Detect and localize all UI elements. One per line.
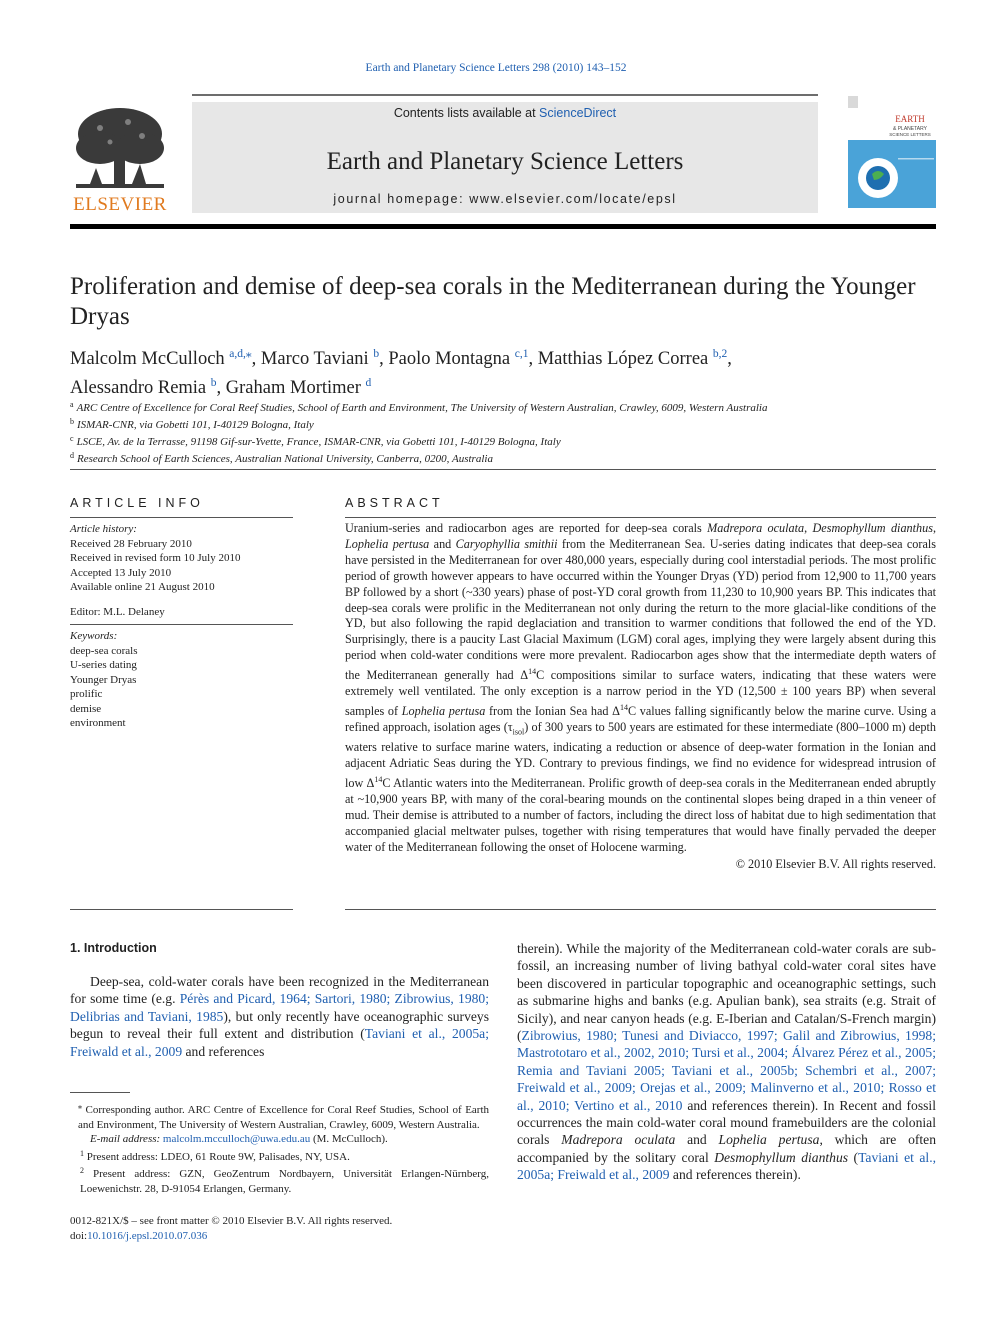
- body-column-left: [70, 940, 489, 1060]
- cover-title-3: SCIENCE LETTERS: [889, 132, 931, 137]
- abstract-heading: ABSTRACT: [345, 496, 444, 510]
- footnote-email: E-mail address: malcolm.mcculloch@uwa.edu.au (M. McCulloch).: [90, 1133, 388, 1145]
- keyword: demise: [70, 702, 102, 715]
- divider: [345, 909, 936, 910]
- article-history: [70, 518, 293, 624]
- author-affiliation-marker[interactable]: d: [365, 377, 372, 389]
- keywords-label: Keywords:: [70, 630, 118, 642]
- journal-citation[interactable]: Earth and Planetary Science Letters 298 (2010) 143–152: [365, 62, 627, 74]
- footnote-rule: [70, 1092, 130, 1093]
- divider: [70, 909, 293, 910]
- author-affiliation-marker[interactable]: b: [373, 348, 380, 360]
- publication-meta: [70, 1214, 489, 1243]
- affiliation-c: $^c$ LSCE, Av. de la Terrasse, 91198 Gif-sur-Yvette, France, ISMAR-CNR, via Gobetti 101, I-40129 Bologna, Italy: [70, 434, 561, 448]
- keyword: environment: [70, 717, 126, 729]
- keyword: U-series dating: [70, 659, 137, 671]
- abstract-copyright: © 2010 Elsevier B.V. All rights reserved.: [735, 856, 936, 871]
- sciencedirect-link[interactable]: ScienceDirect: [539, 106, 617, 120]
- affiliation-a: $^a$ ARC Centre of Excellence for Coral Reef Studies, School of Earth and Environment, The University of Western Australian, Crawley, 6009, Western Australia: [70, 400, 768, 414]
- keyword: Younger Dryas: [70, 673, 137, 686]
- history-item: Accepted 13 July 2010: [70, 566, 172, 579]
- article-title: Proliferation and demise of deep-sea corals in the Mediterranean during the Younger Dryas: [70, 273, 916, 330]
- author-affiliation-marker[interactable]: b,2: [712, 348, 728, 360]
- journal-cover-thumbnail: [848, 96, 936, 208]
- keyword: deep-sea corals: [70, 644, 138, 657]
- abstract-panel: [345, 496, 936, 872]
- issn-line: 0012-821X/$ – see front matter © 2010 Elsevier B.V. All rights reserved.: [70, 1215, 393, 1227]
- email-link[interactable]: malcolm.mcculloch@uwa.edu.au: [162, 1133, 311, 1145]
- journal-homepage[interactable]: journal homepage: www.elsevier.com/locate/epsl: [333, 192, 677, 206]
- abstract-text: Uranium-series and radiocarbon ages are reported for deep-sea corals Madrepora oculata, Desmophyllum dianthus, Lophelia pertusa and Caryophyllia smithii from the Mediterranean Sea. U-series dating indicates that deep-sea corals have persisted in the Mediterranean for over 480,000 years, especially during cool interstadial periods. The most prolific period of growth however appears to have occurred within the Younger Dryas (YD) period from 12,900 to 11,700 years BP followed by a short (~330 years) phase of post-YD coral growth from 11,230 to 10,900 years BP. This indicates that deep-sea corals were prolific in the Mediterranean not only during the return to the more glacial-like conditions of the YD, but also following the rapid deglaciation and transition to warmer conditions that followed the end of the YD. Surprisingly, there is a paucity Last Glacial Maximum (LGM) coral ages, implying they were largely absent during this period when cold-water conditions were more prevalent. Radiocarbon ages show that the intermediate depth waters of the Mediterranean generally had $\Delta^{14}C$ compositions similar to surface waters, indicating that these waters were extremely well ventilated. The only exception is a narrow period in the YD (12,500 ± 100 years BP) when several samples of Lophelia pertusa from the Ionian Sea had $\Delta^{14}C$ values falling significantly below the marine curve. Using a refined approach, isolation ages $(\tau_{isol})$ of 300 years to 500 years are estimated for these intermediate (800–1000 m) depth waters relative to surface marine waters, indicating a reduction or absence of deep-water formation in the Ionian and adjacent Adriatic Seas during the YD. Contrary to previous findings, we find no evidence for widespread intrusion of low $\Delta^{14}C$ Atlantic waters into the Mediterranean. Prolific growth of deep-sea corals in the Mediterranean ended abruptly at ~10,900 years BP, with many of the coral-bearing mounds on the continental slopes being draped in a thin veneer of mud. Their demise is attributed to a number of factors, including the direct loss of habitat due to high sedimentation that accompanied glacial meltwater pulses, together with rising temperatures that would have finally pervaded the deeper water of the Mediterranean following the onset of Holocene warming.: [345, 521, 937, 854]
- history-item: Available online 21 August 2010: [70, 581, 215, 593]
- elsevier-wordmark: ELSEVIER: [73, 194, 167, 215]
- article-info-heading: ARTICLE INFO: [70, 496, 204, 510]
- footnote-1: $^1$ Present address: LDEO, 61 Route 9W, Palisades, NY, USA.: [80, 1148, 350, 1163]
- affiliation-d: $^d$ Research School of Earth Sciences, Australian National University, Canberra, 0200, Australia: [70, 451, 493, 465]
- divider: [70, 469, 936, 470]
- doi-line: doi:10.1016/j.epsl.2010.07.036: [70, 1229, 208, 1242]
- reference-link[interactable]: Taviani et al., 2005a; Freiwald et al., 2009: [70, 1026, 489, 1059]
- keywords: [70, 625, 293, 736]
- doi-link[interactable]: 10.1016/j.epsl.2010.07.036: [87, 1229, 208, 1242]
- reference-link[interactable]: Taviani et al., 2005a; Freiwald et al., 2009: [517, 1149, 936, 1183]
- cover-title-1: EARTH: [895, 114, 925, 124]
- affiliations: [70, 398, 936, 466]
- affiliation-b: $^b$ ISMAR-CNR, via Gobetti 101, I-40129 Bologna, Italy: [70, 417, 314, 431]
- author: Matthias López Correa $^{b,2}$,: [537, 348, 732, 369]
- footnote-2: $^2$ Present address: GZN, GeoZentrum Nordbayern, Universität Erlangen-Nürnberg, Loewenichstr. 28, D-91054 Erlangen, Germany.: [80, 1166, 489, 1195]
- journal-header: [70, 94, 936, 214]
- body-column-right: [517, 940, 936, 1184]
- section-heading-introduction: 1. Introduction: [70, 941, 157, 955]
- intro-paragraph-continued: therein). While the majority of the Mediterranean cold-water corals are sub-fossil, an increasing number of living bathyal cold-water coral sites have been discovered in particular topographic and oceanographic settings, such as submarine highs and banks (e.g. Apulian bank), sea straits (e.g. Strait of Sicily), and near canyon heads (e.g. E-Iberian and Catalan/S-French margin) (Zibrowius, 1980; Tunesi and Diviacco, 1997; Galil and Zibrowius, 1998; Mastrototaro et al., 2002, 2010; Tursi et al., 2004; Álvarez Pérez et al., 2005; Remia and Taviani 2005; Taviani et al., 2005b; Schembri et al., 2007; Freiwald et al., 2009; Orejas et al., 2009; Malinverno et al., 2010; Rosso et al., 2010; Vertino et al., 2010 and references therein). In Recent and fossil occurrences the main cold-water coral mound framebuilders are the colonial corals Madrepora oculata and Lophelia pertusa, which are often accompanied by the solitary coral Desmophyllum dianthus (Taviani et al., 2005a; Freiwald et al., 2009 and references therein).: [517, 941, 936, 1183]
- history-item: Received 28 February 2010: [70, 537, 192, 550]
- author: Marco Taviani $^b$,: [260, 348, 389, 369]
- journal-name: Earth and Planetary Science Letters: [326, 148, 684, 175]
- author-affiliation-marker[interactable]: b: [210, 377, 217, 389]
- author-affiliation-marker[interactable]: a,d,⁎: [229, 348, 252, 360]
- header-bottom-rule: [70, 224, 936, 229]
- author: Malcolm McCulloch $^{a,d,⁎}$,: [70, 348, 261, 369]
- contents-line: Contents lists available at ScienceDirect: [393, 106, 617, 120]
- footnotes: [70, 1100, 489, 1196]
- header-top-rule: [192, 94, 818, 96]
- footnote-corresponding: ⁎ Corresponding author. ARC Centre of Excellence for Coral Reef Studies, School of Earth and Environment, The University of Western Australian, Crawley, 6009, Western Australia.: [78, 1102, 490, 1131]
- author: Graham Mortimer $^d$: [225, 377, 372, 398]
- author: Alessandro Remia $^b$,: [70, 377, 226, 398]
- author: Paolo Montagna $^{c,1}$,: [388, 348, 538, 369]
- history-label: Article history:: [70, 523, 137, 535]
- editor: Editor: M.L. Delaney: [70, 605, 165, 618]
- cover-title-2: & PLANETARY: [893, 126, 927, 132]
- history-item: Received in revised form 10 July 2010: [70, 552, 241, 564]
- reference-link[interactable]: Zibrowius, 1980; Tunesi and Diviacco, 1997; Galil and Zibrowius, 1998; Mastrototaro et al., 2002, 2010; Tursi et al., 2004; Álvarez Pérez et al., 2005; Remia and Taviani 2005; Taviani et al., 2005b; Schembri et al., 2007; Freiwald et al., 2009; Orejas et al., 2009; Malinverno et al., 2010; Rosso et al., 2010; Vertino et al., 2010: [517, 1028, 936, 1113]
- intro-paragraph: Deep-sea, cold-water corals have been recognized in the Mediterranean for some time (e.g. Pérès and Picard, 1964; Sartori, 1980; Zibrowius, 1980; Delibrias and Taviani, 1985), but only recently have oceanographic surveys begun to reveal their full extent and distribution (Taviani et al., 2005a; Freiwald et al., 2009 and references: [70, 974, 490, 1059]
- author-affiliation-marker[interactable]: c,1: [514, 348, 529, 360]
- article-info-panel: [70, 496, 293, 736]
- journal-banner: [192, 102, 818, 213]
- keyword: prolific: [70, 688, 103, 700]
- reference-link[interactable]: Pérès and Picard, 1964; Sartori, 1980; Zibrowius, 1980; Delibrias and Taviani, 1985: [70, 991, 489, 1024]
- author-list: [70, 342, 936, 400]
